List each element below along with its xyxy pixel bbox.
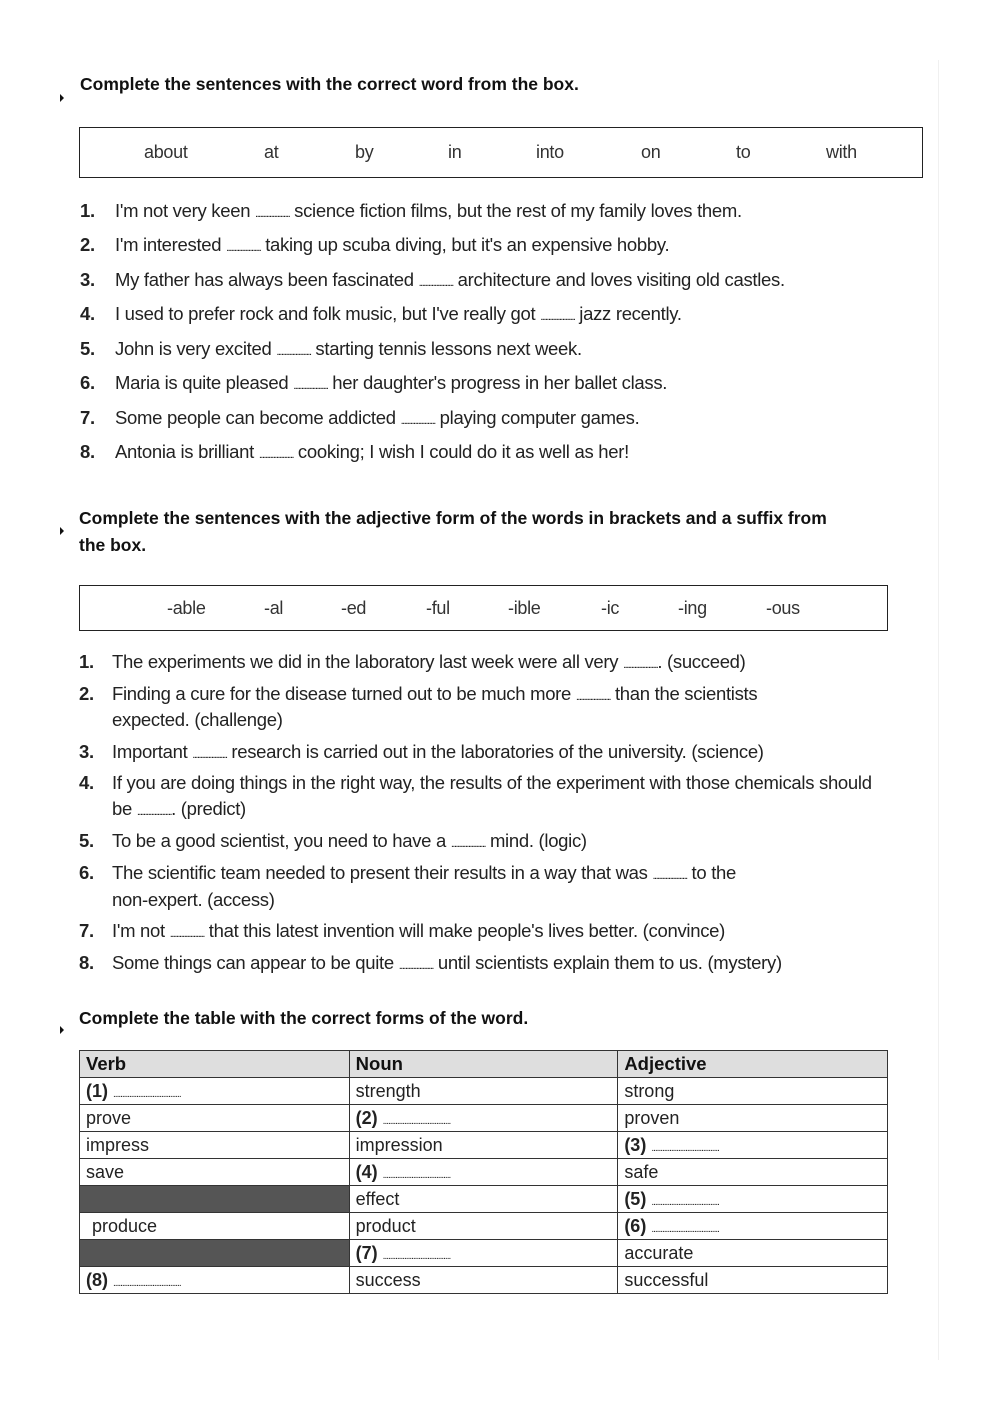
noun-cell: product: [349, 1213, 618, 1240]
word-box-item: into: [536, 142, 564, 162]
column-header-noun: Noun: [349, 1051, 618, 1078]
suffix-box-item: -ing: [678, 597, 707, 618]
answer-blank[interactable]: ......................................: [382, 1250, 451, 1262]
item-number: 2.: [80, 234, 95, 255]
item-number: 3.: [80, 269, 95, 290]
answer-blank[interactable]: ......................................: [651, 1142, 719, 1154]
bullet-marker-icon: [60, 1026, 64, 1034]
suffix-box: [79, 585, 888, 631]
sentence-text: non-expert. (access): [112, 889, 275, 910]
sentence-text: until scientists explain them to us. (mystery): [432, 952, 782, 973]
noun-cell[interactable]: (2) ......................................: [349, 1105, 618, 1132]
sentence-text: to the: [686, 862, 737, 883]
sentence-text: I'm interested: [115, 234, 227, 255]
sentence-text: research is carried out in the laboratories of the university. (science): [226, 741, 764, 762]
noun-cell: success: [349, 1267, 618, 1294]
answer-blank[interactable]: ......................................: [113, 1088, 181, 1100]
answer-blank[interactable]: ......................: [276, 346, 311, 358]
sentence-text: than the scientists: [610, 683, 758, 704]
item-number: 6.: [80, 372, 95, 393]
item-number: 8.: [79, 952, 94, 973]
answer-blank[interactable]: ......................: [418, 277, 453, 289]
answer-blank[interactable]: ......................: [575, 691, 611, 703]
answer-blank[interactable]: ......................: [398, 960, 433, 972]
verb-cell: produce: [80, 1213, 350, 1240]
table-row: [80, 1159, 888, 1186]
instruction-line: Complete the sentences with the adjective form of the words in brackets and a suffix from: [79, 508, 827, 528]
suffix-box-item: -ful: [426, 597, 450, 618]
sentence-text: I'm not very keen: [115, 200, 256, 221]
word-box: [79, 127, 923, 178]
answer-blank[interactable]: ......................: [540, 311, 575, 323]
answer-blank[interactable]: ......................................: [651, 1196, 719, 1208]
sentence-text: I'm not: [112, 920, 170, 941]
shaded-cell: [80, 1240, 350, 1267]
answer-blank[interactable]: ......................: [169, 928, 204, 940]
exercise2-instruction: [79, 505, 827, 559]
suffix-box-item: -able: [167, 597, 206, 618]
table-row: [80, 1105, 888, 1132]
item-number: 5.: [79, 830, 94, 851]
table-row: [80, 1186, 888, 1213]
item-number: 3.: [79, 741, 94, 762]
sentence-text: science fiction films, but the rest of my family loves them.: [289, 200, 742, 221]
column-header-adjective: Adjective: [618, 1051, 888, 1078]
adjective-cell[interactable]: (6) ......................................: [618, 1213, 888, 1240]
sentence-text: Finding a cure for the disease turned out to be much more: [112, 683, 576, 704]
suffix-box-item: -al: [264, 597, 284, 618]
item-number: 2.: [79, 683, 94, 704]
sentence-text: Important: [112, 741, 193, 762]
adjective-cell: safe: [618, 1159, 888, 1186]
word-box-item: to: [736, 142, 751, 162]
sentence-text: If you are doing things in the right way, the results of the experiment with those chemicals should: [112, 772, 872, 793]
sentence-text: playing computer games.: [434, 407, 640, 428]
verb-cell: impress: [80, 1132, 350, 1159]
sentence-text: Antonia is brilliant: [115, 441, 259, 462]
item-number: 8.: [80, 441, 95, 462]
adjective-cell: successful: [618, 1267, 888, 1294]
item-number: 7.: [80, 407, 95, 428]
exercise1-instruction: Complete the sentences with the correct word from the box.: [80, 74, 579, 94]
item-number: 5.: [80, 338, 95, 359]
item-number: 7.: [79, 920, 94, 941]
word-forms-table: [79, 1050, 888, 1294]
table-row: [80, 1267, 888, 1294]
word-box-item: on: [641, 142, 661, 162]
answer-blank[interactable]: ......................: [192, 749, 227, 761]
suffix-box-item: -ible: [508, 597, 541, 618]
verb-cell[interactable]: (8) ......................................: [80, 1267, 350, 1294]
bullet-marker-icon: [60, 527, 64, 535]
table-header-row: [80, 1051, 888, 1078]
verb-cell: save: [80, 1159, 350, 1186]
answer-blank[interactable]: ......................: [652, 870, 687, 882]
adjective-cell[interactable]: (3) ......................................: [618, 1132, 888, 1159]
sentence-text: Maria is quite pleased: [115, 372, 294, 393]
page-edge-line: [938, 60, 939, 1360]
noun-cell: strength: [349, 1078, 618, 1105]
sentence-text: Some people can become addicted: [115, 407, 401, 428]
item-number: 6.: [79, 862, 94, 883]
item-number: 4.: [79, 772, 94, 793]
answer-blank[interactable]: ......................: [450, 838, 486, 850]
table-row: [80, 1078, 888, 1105]
word-box-item: in: [448, 142, 462, 162]
sentence-text: jazz recently.: [574, 303, 682, 324]
answer-blank[interactable]: ......................: [136, 806, 172, 818]
column-header-verb: Verb: [80, 1051, 350, 1078]
word-box-item: with: [826, 142, 857, 162]
sentence-text: To be a good scientist, you need to have a: [112, 830, 451, 851]
sentence-text: architecture and loves visiting old castles.: [452, 269, 785, 290]
sentence-text: The experiments we did in the laboratory last week were all very: [112, 651, 624, 672]
answer-blank[interactable]: ......................................: [382, 1169, 451, 1181]
suffix-box-item: -ed: [341, 597, 367, 618]
suffix-box-item: -ous: [766, 597, 800, 618]
sentence-text: that this latest invention will make people's lives better. (convince): [203, 920, 725, 941]
answer-blank[interactable]: ......................: [623, 659, 658, 671]
item-number: 1.: [79, 651, 94, 672]
item-number: 1.: [80, 200, 95, 221]
noun-cell[interactable]: (4) ......................................: [349, 1159, 618, 1186]
sentence-text: I used to prefer rock and folk music, but I've really got: [115, 303, 541, 324]
answer-blank[interactable]: ......................: [255, 208, 290, 220]
sentence-text: . (predict): [171, 798, 246, 819]
noun-cell: impression: [349, 1132, 618, 1159]
table-row: [80, 1240, 888, 1267]
answer-blank[interactable]: ......................................: [113, 1277, 181, 1289]
sentence-text: John is very excited: [115, 338, 277, 359]
answer-blank[interactable]: ......................: [293, 380, 328, 392]
adjective-cell: accurate: [618, 1240, 888, 1267]
item-number: 4.: [80, 303, 95, 324]
adjective-cell: proven: [618, 1105, 888, 1132]
exercise3-instruction: Complete the table with the correct forms of the word.: [79, 1008, 529, 1028]
answer-blank[interactable]: ......................: [258, 449, 294, 461]
sentence-text: starting tennis lessons next week.: [310, 338, 582, 359]
sentence-text: mind. (logic): [485, 830, 587, 851]
sentence-text: My father has always been fascinated: [115, 269, 419, 290]
sentence-text: . (succeed): [657, 651, 746, 672]
noun-cell: effect: [349, 1186, 618, 1213]
word-box-item: about: [144, 142, 188, 162]
suffix-box-item: -ic: [601, 597, 620, 618]
adjective-cell[interactable]: (5) ......................................: [618, 1186, 888, 1213]
sentence-text: be: [112, 798, 137, 819]
bullet-marker-icon: [60, 94, 64, 102]
noun-cell[interactable]: (7) ......................................: [349, 1240, 618, 1267]
answer-blank[interactable]: ......................: [400, 415, 435, 427]
adjective-cell: strong: [618, 1078, 888, 1105]
verb-cell[interactable]: (1) ......................................: [80, 1078, 350, 1105]
answer-blank[interactable]: ......................................: [382, 1115, 451, 1127]
shaded-cell: [80, 1186, 350, 1213]
word-box-item: at: [264, 142, 279, 162]
table-row: [80, 1213, 888, 1240]
instruction-line: the box.: [79, 535, 147, 555]
answer-blank[interactable]: ......................................: [651, 1223, 719, 1235]
sentence-text: Some things can appear to be quite: [112, 952, 399, 973]
answer-blank[interactable]: ......................: [226, 242, 261, 254]
sentence-text: cooking; I wish I could do it as well as her!: [293, 441, 629, 462]
word-box-item: by: [355, 142, 374, 162]
table-row: [80, 1132, 888, 1159]
sentence-text: The scientific team needed to present their results in a way that was: [112, 862, 653, 883]
sentence-text: expected. (challenge): [112, 709, 283, 730]
verb-cell: prove: [80, 1105, 350, 1132]
sentence-text: taking up scuba diving, but it's an expensive hobby.: [260, 234, 670, 255]
sentence-text: her daughter's progress in her ballet class.: [327, 372, 668, 393]
